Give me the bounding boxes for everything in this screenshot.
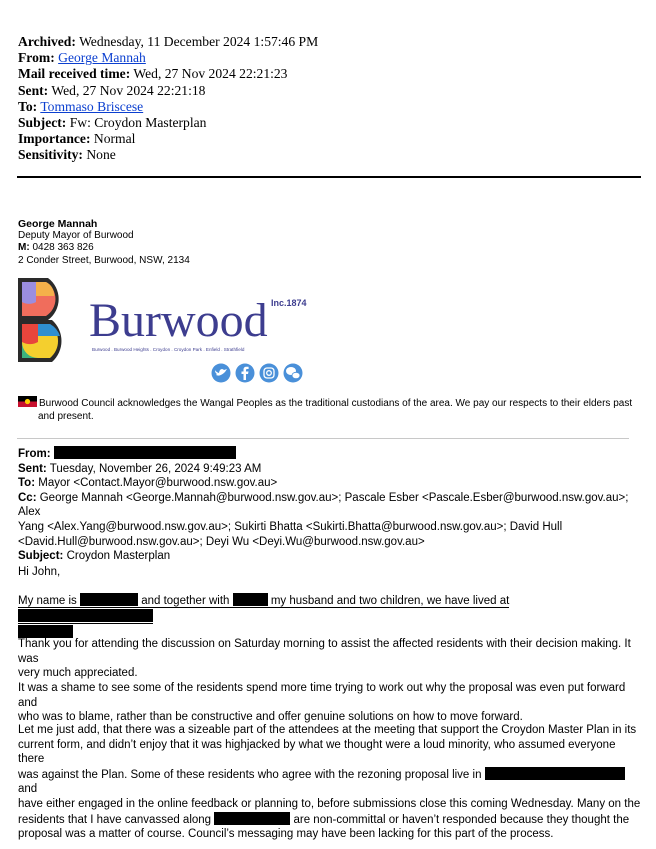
logo-suburbs: Burwood . Burwood Heights . Croydon . Croydon Park . Enfield . Strathfield <box>92 347 245 352</box>
to-row <box>18 99 318 115</box>
mail-received-label: Mail received time: <box>18 66 131 82</box>
email-header <box>18 34 318 164</box>
sent-row <box>18 83 318 99</box>
paragraph-4-line3 <box>18 767 643 797</box>
from-label: From: <box>18 50 55 66</box>
paragraph-4-line4: have either engaged in the online feedback or planning to, before submissions close this coming Wednesday. Many on the <box>18 797 641 810</box>
acknowledgement-line1: Burwood Council acknowledges the Wangal Peoples as the traditional custodians of the area. We pay our respects to their elders past <box>39 398 633 409</box>
burwood-emblem-icon <box>18 278 61 362</box>
p1-part-c: my husband and two children, we have lived at <box>270 595 510 607</box>
mobile-label: M: <box>18 242 30 254</box>
wechat-icon[interactable] <box>284 364 303 383</box>
burwood-wordmark: Burwood <box>89 294 268 347</box>
archived-row <box>18 34 318 50</box>
acknowledgement-line2: and present. <box>38 410 94 422</box>
importance-value: Normal <box>93 131 136 147</box>
signature-address: 2 Conder Street, Burwood, NSW, 2134 <box>18 254 190 266</box>
paragraph-3 <box>18 681 643 725</box>
signature-block <box>18 218 190 267</box>
paragraph-3-line2: who was to blame, rather than be constructive and offer genuine solutions on how to move forward. <box>18 711 523 724</box>
importance-row <box>18 131 318 147</box>
twitter-icon[interactable] <box>212 364 231 383</box>
paragraph-4-line1: Let me just add, that there was a sizeable part of the attendees at the meeting that support the Croydon Master Plan in its <box>18 724 637 736</box>
archived-value: Wednesday, 11 December 2024 1:57:46 PM <box>79 34 319 49</box>
from-link[interactable]: George Mannah <box>58 50 146 66</box>
fwd-to-value: Mayor <Contact.Mayor@burwood.nsw.gov.au> <box>38 477 278 490</box>
fwd-cc-line3: <David.Hull@burwood.nsw.gov.au>; Deyi Wu <Deyi.Wu@burwood.nsw.gov.au> <box>18 535 425 548</box>
greeting-text: Hi John, <box>18 566 61 578</box>
aboriginal-flag-icon <box>18 396 37 407</box>
paragraph-4-line5 <box>18 812 643 828</box>
paragraph-4-line2: current form, and didn’t enjoy that it was highjacked by what we thought were a loud minority, who assumed everyone there <box>18 738 616 766</box>
mobile-value: 0428 363 826 <box>32 242 94 254</box>
importance-label: Importance: <box>18 131 91 147</box>
paragraph-1 <box>18 593 643 641</box>
subject-label: Subject: <box>18 115 67 131</box>
fwd-subject-label: Subject: <box>18 550 64 563</box>
p4-line3-part-b: and <box>18 783 38 796</box>
to-link[interactable]: Tommaso Briscese <box>40 98 144 114</box>
fwd-from-row <box>18 446 643 462</box>
instagram-icon[interactable] <box>260 364 279 383</box>
signature-title: Deputy Mayor of Burwood <box>18 230 134 242</box>
paragraph-4 <box>18 723 643 842</box>
inc-year: Inc.1874 <box>271 298 307 308</box>
p1-part-a: My name is <box>18 595 77 607</box>
fwd-sent-label: Sent: <box>18 462 47 475</box>
sensitivity-label: Sensitivity: <box>18 147 83 163</box>
from-row <box>18 50 318 66</box>
sent-label: Sent: <box>18 82 49 98</box>
burwood-logo <box>16 276 311 386</box>
paragraph-1-line1 <box>18 595 509 624</box>
paragraph-2 <box>18 637 643 681</box>
signature-mobile <box>18 242 190 254</box>
redaction-block <box>18 609 153 622</box>
fwd-sent-value: Tuesday, November 26, 2024 9:49:23 AM <box>49 462 262 475</box>
redaction-block <box>54 446 236 459</box>
fwd-cc-label: Cc: <box>18 491 37 504</box>
p4-line5-part-a: residents that I have canvassed along <box>18 813 212 826</box>
fwd-subject-value: Croydon Masterplan <box>66 550 171 563</box>
fwd-to-label: To: <box>18 477 36 490</box>
fwd-cc-row <box>18 491 643 520</box>
fwd-sent-row <box>18 462 643 477</box>
sent-value: Wed, 27 Nov 2024 22:21:18 <box>51 82 206 98</box>
facebook-icon[interactable] <box>236 364 255 383</box>
sensitivity-row <box>18 147 318 163</box>
paragraph-4-line6: proposal was a matter of course. Council’s messaging may have been lacking for this part of the process. <box>18 828 554 841</box>
forward-divider <box>17 438 629 439</box>
redaction-block <box>233 593 268 606</box>
to-label: To: <box>18 98 38 114</box>
fwd-cc-line1: George Mannah <George.Mannah@burwood.nsw.gov.au>; Pascale Esber <Pascale.Esber@burwood.nsw.gov.au>; Alex <box>18 491 629 519</box>
p4-line3-part-a: was against the Plan. Some of these residents who agree with the rezoning proposal live in <box>18 768 482 781</box>
mail-received-value: Wed, 27 Nov 2024 22:21:23 <box>133 66 288 82</box>
subject-value: Fw: Croydon Masterplan <box>69 115 207 131</box>
paragraph-2-line2: very much appreciated. <box>18 667 138 680</box>
paragraph-3-line1: It was a shame to see some of the residents spend more time trying to work out why the proposal was even put forward and <box>18 682 626 709</box>
archived-label: Archived: <box>18 34 76 49</box>
redaction-block <box>80 593 138 606</box>
fwd-subject-row <box>18 549 643 564</box>
mail-received-row <box>18 66 318 82</box>
subject-row <box>18 115 318 131</box>
redaction-block <box>214 812 290 825</box>
paragraph-2-line1: Thank you for attending the discussion on Saturday morning to assist the affected residents with their decision making. It was <box>18 638 631 665</box>
fwd-to-row <box>18 476 643 491</box>
signature-name: George Mannah <box>18 218 98 230</box>
sensitivity-value: None <box>86 147 116 163</box>
acknowledgement <box>18 396 638 423</box>
p1-part-b: and together with <box>141 595 230 607</box>
header-divider <box>17 176 641 178</box>
forwarded-header <box>18 446 643 564</box>
fwd-cc-line2: Yang <Alex.Yang@burwood.nsw.gov.au>; Sukirti Bhatta <Sukirti.Bhatta@burwood.nsw.gov.au>; David Hull <box>18 520 563 533</box>
redaction-block <box>485 767 625 780</box>
fwd-from-label: From: <box>18 448 51 460</box>
greeting <box>18 565 643 580</box>
p4-line5-part-b: are non-committal or haven’t responded because they thought the <box>293 813 630 826</box>
